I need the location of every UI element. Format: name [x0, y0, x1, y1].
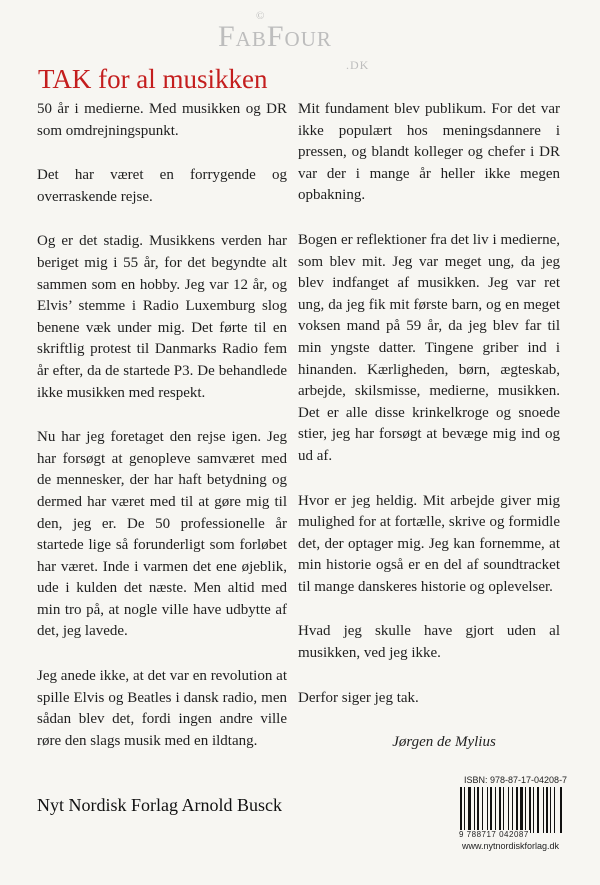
barcode-stripe	[487, 787, 488, 833]
paragraph: Bogen er reflektioner fra det liv i medierne, som blev mit. Jeg var meget ung, da jeg blev indfanget af musikken. Jeg var ret ung, da jeg fik mit første barn, og en meget voksen mand på 59 år, da jeg blev far til min yngste datter. Tingene griber ind i hinanden. Kærligheden, børn, ægteskab, arbejde, skilsmisse, medierne, musikken. Det er alle disse krinkelkroge og snoede stier, jeg har forsøgt at bevæge mig ind og ud af.	[298, 231, 560, 464]
barcode-stripe	[560, 787, 562, 833]
paragraph: Hvor er jeg heldig. Mit arbejde giver mig mulighed for at fortælle, skrive og formidle det, der optager mig. Jeg kan fornemme, at min historie også er en del af soundtracket til mange danskeres historie og oplevelser.	[298, 492, 560, 595]
author-signature: Jørgen de Mylius	[392, 734, 496, 751]
isbn-barcode	[456, 775, 588, 855]
paragraph: 50 år i medierne. Med musikken og DR som omdrejningspunkt.	[37, 101, 287, 139]
barcode-stripe	[516, 787, 518, 833]
paragraph: Jeg anede ikke, at det var en revolution at spille Elvis og Beatles i dansk radio, men sådan blev det, fordi ingen andre ville røre den slags musik med en ildtang.	[37, 668, 287, 749]
paragraph: Hvad jeg skulle have gjort uden al musikken, ved jeg ikke.	[298, 623, 560, 662]
barcode-stripe	[546, 787, 548, 833]
barcode-stripe	[464, 787, 465, 833]
barcode-stripe	[474, 787, 475, 833]
barcode-stripe	[537, 787, 539, 833]
cover-title: TAK for al musikken	[38, 64, 268, 94]
paragraph: Og er det stadig. Musikkens verden har beriget mig i 55 år, for det begyndte alt sammen som en hobby. Jeg var 12 år, og Elvis’ stemme i Radio Luxemburg slog benene væk under mig. Det førte til en skriftlig protest til Danmarks Radio fem år efter, da de startede P3. De behandlede ikke musikken med respekt.	[37, 233, 287, 401]
barcode-stripe	[499, 787, 501, 833]
watermark-main: FabFour	[218, 20, 332, 53]
publisher-url: www.nytnordiskforlag.dk	[462, 841, 560, 851]
barcode-stripe	[460, 787, 462, 833]
paragraph: Nu har jeg foretaget den rejse igen. Jeg har forsøgt at genopleve samværet med de mennesker, der har haft betydning og dermed har været med til at gøre mig til den, jeg er. De 50 professionelle år startede lige så forunderligt som forløbet har været. Inde i varmen det ene øjeblik, ude i kulden det næste. Men altid med min tro på, at nogle ville have udbytte af det, jeg lavede.	[37, 429, 287, 640]
barcode-stripe	[550, 787, 551, 833]
barcode-stripe	[520, 787, 523, 833]
barcode-digits: 9 788717 042087	[459, 830, 529, 839]
barcode-stripe	[495, 787, 496, 833]
paragraph: Det har været en forrygende og overraskende rejse.	[37, 167, 287, 205]
barcode-stripe	[482, 787, 483, 833]
publisher-name: Nyt Nordisk Forlag Arnold Busck	[37, 795, 282, 815]
barcode-stripe	[554, 787, 555, 833]
barcode-stripe	[533, 787, 534, 833]
barcode-stripe	[508, 787, 509, 833]
watermark-sub: .DK	[346, 58, 370, 72]
barcode-bars	[456, 787, 586, 835]
isbn-label: ISBN: 978-87-17-04208-7	[464, 775, 568, 785]
barcode-stripe	[512, 787, 513, 833]
barcode-stripe	[477, 787, 479, 833]
right-text-column	[298, 99, 560, 777]
barcode-stripe	[529, 787, 531, 833]
left-text-column	[37, 99, 287, 775]
barcode-stripe	[525, 787, 526, 833]
paragraph: Derfor siger jeg tak.	[298, 689, 419, 706]
paragraph: Mit fundament blev publikum. For det var ikke populært hos meningsdannere i pressen, og blandt kolleger og chefer i DR var der i mange år heller ikke megen opbakning.	[298, 101, 560, 204]
watermark-copyright: ©	[256, 10, 266, 22]
barcode-stripe	[490, 787, 492, 833]
barcode-stripe	[503, 787, 504, 833]
barcode-stripe	[543, 787, 544, 833]
barcode-stripe	[468, 787, 471, 833]
